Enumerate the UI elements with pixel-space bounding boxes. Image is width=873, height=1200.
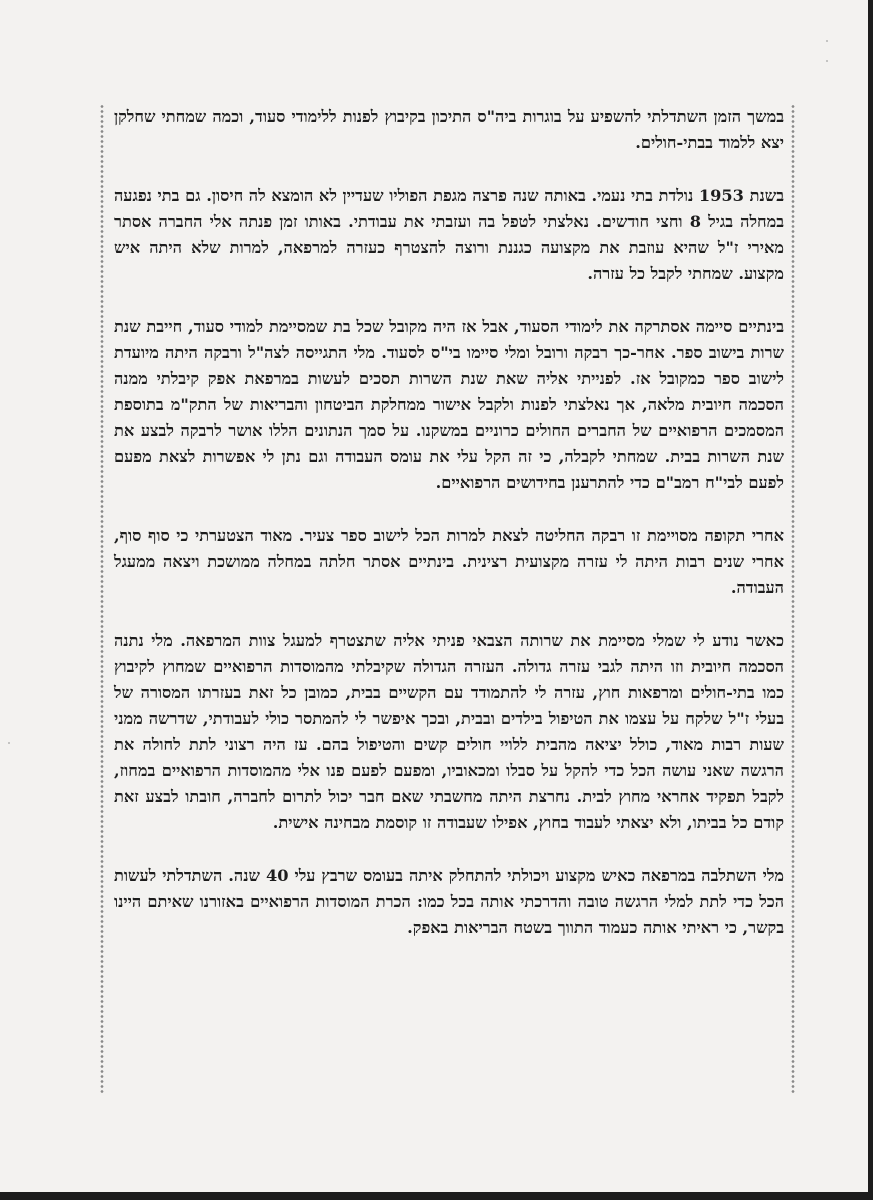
left-dotted-border	[99, 104, 105, 1094]
paragraph: במשך הזמן השתדלתי להשפיע על בוגרות ביה"ס התיכון בקיבוץ לפנות ללימודי סעוד, וכמה שמחתי שחלקן יצא ללמוד בבתי-חולים.	[114, 107, 784, 152]
paragraph: בשנת 1953 נולדת בתי נעמי. באותה שנה פרצה מגפת הפוליו שעדיין לא הומצא לה חיסון. גם בתי נפגעה במחלה בגיל 8 וחצי חודשים. נאלצתי לטפל בה ועזבתי את עבודתי. באותו זמן פנתה אלי החברה אסתר מאירי ז"ל שהיא עוזבת את מקצועה כגננת ורוצה להצטרף כעזרה למרפאה, למרות שלא היתה איש מקצוע. שמחתי לקבל כל עזרה.	[114, 186, 785, 283]
paragraph: אחרי תקופה מסויימת זו רבקה החליטה לצאת למרות הכל לישוב ספר צעיר. מאוד הצטערתי כי סוף סוף, אחרי שנים רבות היתה לי עזרה מקצועית רצינית. בינתיים אסתר חלתה במחלה ממושכת ויצאה ממעגל העבודה.	[114, 526, 784, 597]
scan-speck	[826, 60, 828, 62]
paragraph: מלי השתלבה במרפאה כאיש מקצוע ויכולתי להתחלק איתה בעומס שרבץ עלי 40 שנה. השתדלתי לעשות הכל כדי לתת למלי הרגשה טובה והדרכתי אותה בכל כמו: הכרת המוסדות הרפואיים באזורנו שאיתם היינו בקשר, כי ראיתי אותה כעמוד התווך בשטח הבריאות באפק.	[114, 866, 784, 937]
paragraph: כאשר נודע לי שמלי מסיימת את שרותה הצבאי פניתי אליה שתצטרף למעגל צוות המרפאה. מלי נתנה הסכמה חיובית וזו היתה לגבי עזרה גדולה. העזרה הגדולה שקיבלתי מהמוסדות הרפואיים שמחוץ לקיבוץ כמו בתי-חולים ומרפאות חוץ, עזרה לי להתמודד עם הקשיים בבית, כמובן כל זאת בעזרתו המסורה של בעלי ז"ל שלקח על עצמו את הטיפול בילדים ובבית, ובכך איפשר לי להמתסר כולי לעבודתי, שדרשה ממני שעות רבות מאוד, כולל יציאה מהבית ללויי חולים קשים והטיפול בהם. עז היה רצוני לתת לחולה את הרגשה שאני עושה הכל כדי להקל על סבלו ומכאוביו, ומפעם לפעם פנו אלי מהמוסדות הרפואיים במחוז, לקבל תפקיד אחראי מחוץ לבית. נחרצת היתה מחשבתי שאם חבר יכול לתרום לחברה, חובתו לבצע זאת קודם כל בביתו, ולא יצאתי לעבוד בחוץ, אפילו שעבודה זו קוסמת מבחינה אישית.	[114, 631, 784, 832]
scan-speck	[826, 40, 828, 42]
right-dotted-border	[790, 104, 796, 1094]
paragraph: בינתיים סיימה אסתרקה את לימודי הסעוד, אבל אז היה מקובל שכל בת שמסיימת למודי סעוד, חייבת שנת שרות בישוב ספר. אחר-כך רבקה ורובל ומלי סיימו בי"ס לסעוד. מלי התגייסה לצה"ל ורבקה היתה מיועדת לישוב ספר כמקובל אז. לפנייתי אליה שאת שנת השרות תסכים לעשות במרפאת אפק קיבלתי ממנה הסכמה חיובית מלאה, אך נאלצתי לפנות ולקבל אישור ממחלקת הביטחון והבריאות של התק"מ בתוספת המסמכים הרפואיים של החברים החולים כרוניים במשקנו. על סמך הנתונים הללו אושר לרבקה לבצע את שנת השרות בבית. שמחתי לקבלה, כי זה הקל עלי את עומס העבודה וגם נתן לי אפשרות לצאת מפעם לפעם לבי"ח רמב"ם כדי להתרענן בחידושים הרפואיים.	[114, 317, 784, 492]
document-body	[114, 104, 784, 968]
scan-speck	[8, 742, 10, 744]
